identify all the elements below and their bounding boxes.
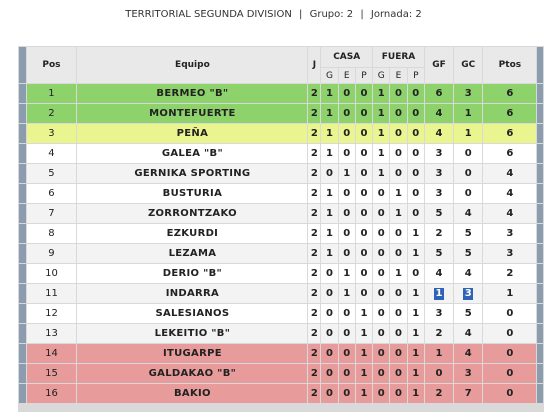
- cell-points: 1: [483, 284, 536, 303]
- cell-team: GALEA "B": [77, 144, 307, 163]
- group-label: Grupo: 2: [309, 9, 354, 20]
- cell-goals-against: 5: [454, 224, 482, 243]
- row-edge: [19, 344, 26, 363]
- selected-value: 1: [435, 287, 443, 299]
- cell-played: 2: [308, 204, 320, 223]
- cell-home-lost: 1: [356, 344, 372, 363]
- cell-home-won: 0: [321, 344, 337, 363]
- cell-away-lost: 0: [408, 164, 424, 183]
- cell-goals-against: 3: [454, 364, 482, 383]
- cell-played: 2: [308, 324, 320, 343]
- cell-away-won: 1: [373, 164, 389, 183]
- selected-value: 3: [464, 287, 472, 299]
- header-edge: [19, 47, 26, 83]
- cell-position: 7: [27, 204, 77, 223]
- col-header-gf: GF: [425, 47, 453, 83]
- cell-goals-against: 3: [454, 84, 482, 103]
- table-row: [19, 384, 543, 403]
- row-edge: [19, 224, 26, 243]
- cell-away-drawn: 0: [390, 144, 406, 163]
- cell-team: SALESIANOS: [77, 304, 307, 323]
- row-edge: [537, 364, 543, 383]
- table-row: [19, 344, 543, 363]
- cell-played: 2: [308, 384, 320, 403]
- cell-goals-against: 4: [454, 204, 482, 223]
- cell-played: 2: [308, 284, 320, 303]
- cell-played: 2: [308, 164, 320, 183]
- cell-away-lost: 0: [408, 124, 424, 143]
- cell-position: 15: [27, 364, 77, 383]
- row-edge: [537, 344, 543, 363]
- cell-home-drawn: 1: [339, 264, 355, 283]
- cell-played: 2: [308, 304, 320, 323]
- cell-home-won: 0: [321, 324, 337, 343]
- cell-away-won: 1: [373, 84, 389, 103]
- cell-home-won: 0: [321, 384, 337, 403]
- cell-position: 13: [27, 324, 77, 343]
- cell-home-drawn: 1: [339, 284, 355, 303]
- cell-points: 0: [483, 384, 536, 403]
- row-edge: [537, 244, 543, 263]
- cell-goals-for: 3: [425, 144, 453, 163]
- cell-goals-for: 3: [425, 164, 453, 183]
- cell-team: BERMEO "B": [77, 84, 307, 103]
- table-row: [19, 264, 543, 283]
- cell-points: 0: [483, 344, 536, 363]
- cell-goals-against: 0: [454, 144, 482, 163]
- cell-away-drawn: 0: [390, 364, 406, 383]
- table-row: [19, 224, 543, 243]
- standings-body: [19, 84, 543, 403]
- col-header-pts: Ptos: [483, 47, 536, 83]
- cell-away-lost: 1: [408, 324, 424, 343]
- cell-away-lost: 0: [408, 204, 424, 223]
- cell-home-won: 1: [321, 244, 337, 263]
- cell-points: 6: [483, 84, 536, 103]
- table-row: [19, 204, 543, 223]
- col-header-away: FUERA: [373, 47, 424, 67]
- row-edge: [537, 84, 543, 103]
- cell-home-drawn: 0: [339, 224, 355, 243]
- cell-away-drawn: 0: [390, 224, 406, 243]
- cell-away-lost: 0: [408, 264, 424, 283]
- cell-points: 4: [483, 204, 536, 223]
- cell-goals-for: 6: [425, 84, 453, 103]
- col-header-home-won: G: [321, 68, 337, 83]
- row-edge: [537, 284, 543, 303]
- competition-name: TERRITORIAL SEGUNDA DIVISION: [125, 9, 292, 20]
- table-row: [19, 364, 543, 383]
- cell-home-won: 1: [321, 204, 337, 223]
- cell-team: ITUGARPE: [77, 344, 307, 363]
- cell-home-drawn: 0: [339, 144, 355, 163]
- cell-away-won: 0: [373, 204, 389, 223]
- cell-home-lost: 0: [356, 184, 372, 203]
- cell-played: 2: [308, 104, 320, 123]
- cell-home-won: 0: [321, 164, 337, 183]
- cell-position: 14: [27, 344, 77, 363]
- cell-goals-for: 2: [425, 384, 453, 403]
- cell-points: 2: [483, 264, 536, 283]
- cell-goals-against: 5: [454, 304, 482, 323]
- table-row: [19, 164, 543, 183]
- cell-away-drawn: 1: [390, 264, 406, 283]
- cell-goals-for: 4: [425, 124, 453, 143]
- cell-home-drawn: 0: [339, 384, 355, 403]
- row-edge: [19, 204, 26, 223]
- cell-home-lost: 1: [356, 364, 372, 383]
- cell-goals-against: 0: [454, 164, 482, 183]
- cell-home-drawn: 0: [339, 324, 355, 343]
- cell-away-won: 0: [373, 384, 389, 403]
- cell-position: 4: [27, 144, 77, 163]
- row-edge: [19, 304, 26, 323]
- cell-away-drawn: 0: [390, 84, 406, 103]
- cell-position: 8: [27, 224, 77, 243]
- cell-team: GALDAKAO "B": [77, 364, 307, 383]
- row-edge: [537, 124, 543, 143]
- cell-position: 5: [27, 164, 77, 183]
- row-edge: [19, 144, 26, 163]
- cell-played: 2: [308, 144, 320, 163]
- row-edge: [537, 324, 543, 343]
- cell-home-won: 0: [321, 284, 337, 303]
- cell-away-drawn: 0: [390, 164, 406, 183]
- cell-goals-for: 3: [425, 304, 453, 323]
- row-edge: [537, 104, 543, 123]
- cell-goals-against: 7: [454, 384, 482, 403]
- cell-away-lost: 1: [408, 384, 424, 403]
- table-row: [19, 184, 543, 203]
- table-header-row: [19, 47, 543, 67]
- cell-position: 12: [27, 304, 77, 323]
- cell-away-won: 0: [373, 224, 389, 243]
- table-row: [19, 144, 543, 163]
- cell-away-lost: 1: [408, 284, 424, 303]
- col-header-away-drawn: E: [390, 68, 406, 83]
- row-edge: [19, 184, 26, 203]
- cell-position: 6: [27, 184, 77, 203]
- cell-home-drawn: 0: [339, 304, 355, 323]
- cell-played: 2: [308, 84, 320, 103]
- cell-home-won: 0: [321, 264, 337, 283]
- cell-goals-for: 2: [425, 224, 453, 243]
- cell-away-drawn: 0: [390, 104, 406, 123]
- cell-away-drawn: 1: [390, 184, 406, 203]
- cell-home-lost: 1: [356, 324, 372, 343]
- cell-goals-for: [425, 284, 453, 303]
- cell-goals-against: 4: [454, 344, 482, 363]
- cell-home-lost: 0: [356, 84, 372, 103]
- row-edge: [537, 304, 543, 323]
- cell-home-drawn: 0: [339, 204, 355, 223]
- row-edge: [537, 264, 543, 283]
- cell-away-lost: 1: [408, 344, 424, 363]
- cell-team: GERNIKA SPORTING: [77, 164, 307, 183]
- cell-away-drawn: 1: [390, 204, 406, 223]
- header-edge: [537, 47, 543, 83]
- cell-home-lost: 0: [356, 104, 372, 123]
- table-row: [19, 84, 543, 103]
- cell-home-won: 1: [321, 184, 337, 203]
- cell-home-drawn: 0: [339, 364, 355, 383]
- standings-table: [18, 46, 544, 404]
- cell-away-won: 0: [373, 284, 389, 303]
- table-row: [19, 124, 543, 143]
- cell-away-drawn: 0: [390, 244, 406, 263]
- round-label: Jornada: 2: [370, 9, 422, 20]
- header-separator: |: [299, 9, 303, 20]
- cell-away-won: 0: [373, 344, 389, 363]
- cell-team: INDARRA: [77, 284, 307, 303]
- cell-away-lost: 0: [408, 184, 424, 203]
- cell-home-lost: 0: [356, 284, 372, 303]
- cell-home-lost: 0: [356, 124, 372, 143]
- cell-home-won: 0: [321, 364, 337, 383]
- col-header-home: CASA: [321, 47, 372, 67]
- cell-home-lost: 0: [356, 204, 372, 223]
- cell-position: 3: [27, 124, 77, 143]
- cell-team: LEKEITIO "B": [77, 324, 307, 343]
- cell-away-lost: 0: [408, 104, 424, 123]
- cell-home-drawn: 0: [339, 244, 355, 263]
- cell-played: 2: [308, 124, 320, 143]
- cell-home-won: 1: [321, 84, 337, 103]
- cell-home-lost: 0: [356, 244, 372, 263]
- table-row: [19, 244, 543, 263]
- cell-goals-for: 0: [425, 364, 453, 383]
- row-edge: [19, 104, 26, 123]
- cell-home-drawn: 0: [339, 104, 355, 123]
- row-edge: [537, 184, 543, 203]
- cell-position: 9: [27, 244, 77, 263]
- cell-away-lost: 0: [408, 144, 424, 163]
- cell-home-won: 1: [321, 224, 337, 243]
- col-header-pos: Pos: [27, 47, 77, 83]
- cell-played: 2: [308, 364, 320, 383]
- cell-goals-against: 1: [454, 104, 482, 123]
- cell-goals-for: 4: [425, 264, 453, 283]
- cell-played: 2: [308, 184, 320, 203]
- row-edge: [537, 384, 543, 403]
- cell-goals-for: 3: [425, 184, 453, 203]
- cell-home-lost: 0: [356, 264, 372, 283]
- cell-away-lost: 1: [408, 304, 424, 323]
- cell-home-won: 1: [321, 144, 337, 163]
- row-edge: [537, 204, 543, 223]
- cell-points: 0: [483, 324, 536, 343]
- cell-team: BUSTURIA: [77, 184, 307, 203]
- cell-home-lost: 0: [356, 144, 372, 163]
- row-edge: [537, 164, 543, 183]
- col-header-away-lost: P: [408, 68, 424, 83]
- row-edge: [19, 364, 26, 383]
- col-header-away-won: G: [373, 68, 389, 83]
- cell-home-drawn: 0: [339, 124, 355, 143]
- col-header-played: J: [308, 47, 320, 83]
- cell-away-lost: 1: [408, 244, 424, 263]
- cell-goals-for: 1: [425, 344, 453, 363]
- cell-points: 0: [483, 304, 536, 323]
- cell-played: 2: [308, 264, 320, 283]
- cell-position: 1: [27, 84, 77, 103]
- cell-team: BAKIO: [77, 384, 307, 403]
- cell-away-won: 0: [373, 244, 389, 263]
- cell-home-lost: 0: [356, 164, 372, 183]
- cell-home-won: 0: [321, 304, 337, 323]
- cell-goals-for: 5: [425, 244, 453, 263]
- cell-goals-for: 5: [425, 204, 453, 223]
- cell-position: 16: [27, 384, 77, 403]
- cell-home-drawn: 0: [339, 184, 355, 203]
- table-row: [19, 104, 543, 123]
- cell-team: EZKURDI: [77, 224, 307, 243]
- cell-home-lost: 1: [356, 304, 372, 323]
- cell-away-lost: 1: [408, 364, 424, 383]
- cell-points: 6: [483, 124, 536, 143]
- header-separator: |: [360, 9, 364, 20]
- row-edge: [19, 124, 26, 143]
- cell-away-won: 0: [373, 264, 389, 283]
- cell-home-lost: 1: [356, 384, 372, 403]
- cell-position: 2: [27, 104, 77, 123]
- col-header-team: Equipo: [77, 47, 307, 83]
- cell-goals-against: 1: [454, 124, 482, 143]
- cell-points: 6: [483, 104, 536, 123]
- cell-away-won: 1: [373, 124, 389, 143]
- col-header-gc: GC: [454, 47, 482, 83]
- cell-team: DERIO "B": [77, 264, 307, 283]
- cell-played: 2: [308, 224, 320, 243]
- cell-home-won: 1: [321, 124, 337, 143]
- cell-goals-for: 4: [425, 104, 453, 123]
- cell-points: 6: [483, 144, 536, 163]
- cell-team: MONTEFUERTE: [77, 104, 307, 123]
- cell-away-drawn: 0: [390, 304, 406, 323]
- cell-home-drawn: 1: [339, 164, 355, 183]
- cell-points: 4: [483, 184, 536, 203]
- cell-played: 2: [308, 244, 320, 263]
- cell-goals-against: [454, 284, 482, 303]
- cell-home-won: 1: [321, 104, 337, 123]
- cell-away-drawn: 0: [390, 344, 406, 363]
- table-row: [19, 284, 543, 303]
- cell-team: LEZAMA: [77, 244, 307, 263]
- cell-away-won: 0: [373, 364, 389, 383]
- row-edge: [19, 264, 26, 283]
- row-edge: [19, 244, 26, 263]
- cell-points: 3: [483, 224, 536, 243]
- row-edge: [19, 164, 26, 183]
- row-edge: [19, 324, 26, 343]
- cell-away-lost: 0: [408, 84, 424, 103]
- cell-goals-against: 0: [454, 184, 482, 203]
- cell-away-drawn: 0: [390, 324, 406, 343]
- cell-away-won: 1: [373, 104, 389, 123]
- cell-goals-for: 2: [425, 324, 453, 343]
- cell-away-won: 0: [373, 304, 389, 323]
- cell-away-won: 0: [373, 184, 389, 203]
- cell-played: 2: [308, 344, 320, 363]
- cell-team: PEÑA: [77, 124, 307, 143]
- cell-home-lost: 0: [356, 224, 372, 243]
- col-header-home-drawn: E: [339, 68, 355, 83]
- cell-position: 10: [27, 264, 77, 283]
- cell-away-drawn: 0: [390, 284, 406, 303]
- cell-away-won: 0: [373, 324, 389, 343]
- cell-away-drawn: 0: [390, 124, 406, 143]
- col-header-home-lost: P: [356, 68, 372, 83]
- cell-points: 3: [483, 244, 536, 263]
- row-edge: [19, 384, 26, 403]
- row-edge: [19, 284, 26, 303]
- row-edge: [19, 84, 26, 103]
- cell-team: ZORRONTZAKO: [77, 204, 307, 223]
- cell-away-drawn: 0: [390, 384, 406, 403]
- cell-points: 0: [483, 364, 536, 383]
- cell-goals-against: 4: [454, 264, 482, 283]
- standings-table-container: [18, 46, 544, 412]
- cell-home-drawn: 0: [339, 344, 355, 363]
- table-row: [19, 324, 543, 343]
- cell-away-lost: 1: [408, 224, 424, 243]
- table-row: [19, 304, 543, 323]
- cell-away-won: 1: [373, 144, 389, 163]
- standings-header: [0, 0, 547, 30]
- cell-points: 4: [483, 164, 536, 183]
- cell-goals-against: 5: [454, 244, 482, 263]
- row-edge: [537, 144, 543, 163]
- cell-goals-against: 4: [454, 324, 482, 343]
- cell-home-drawn: 0: [339, 84, 355, 103]
- cell-position: 11: [27, 284, 77, 303]
- row-edge: [537, 224, 543, 243]
